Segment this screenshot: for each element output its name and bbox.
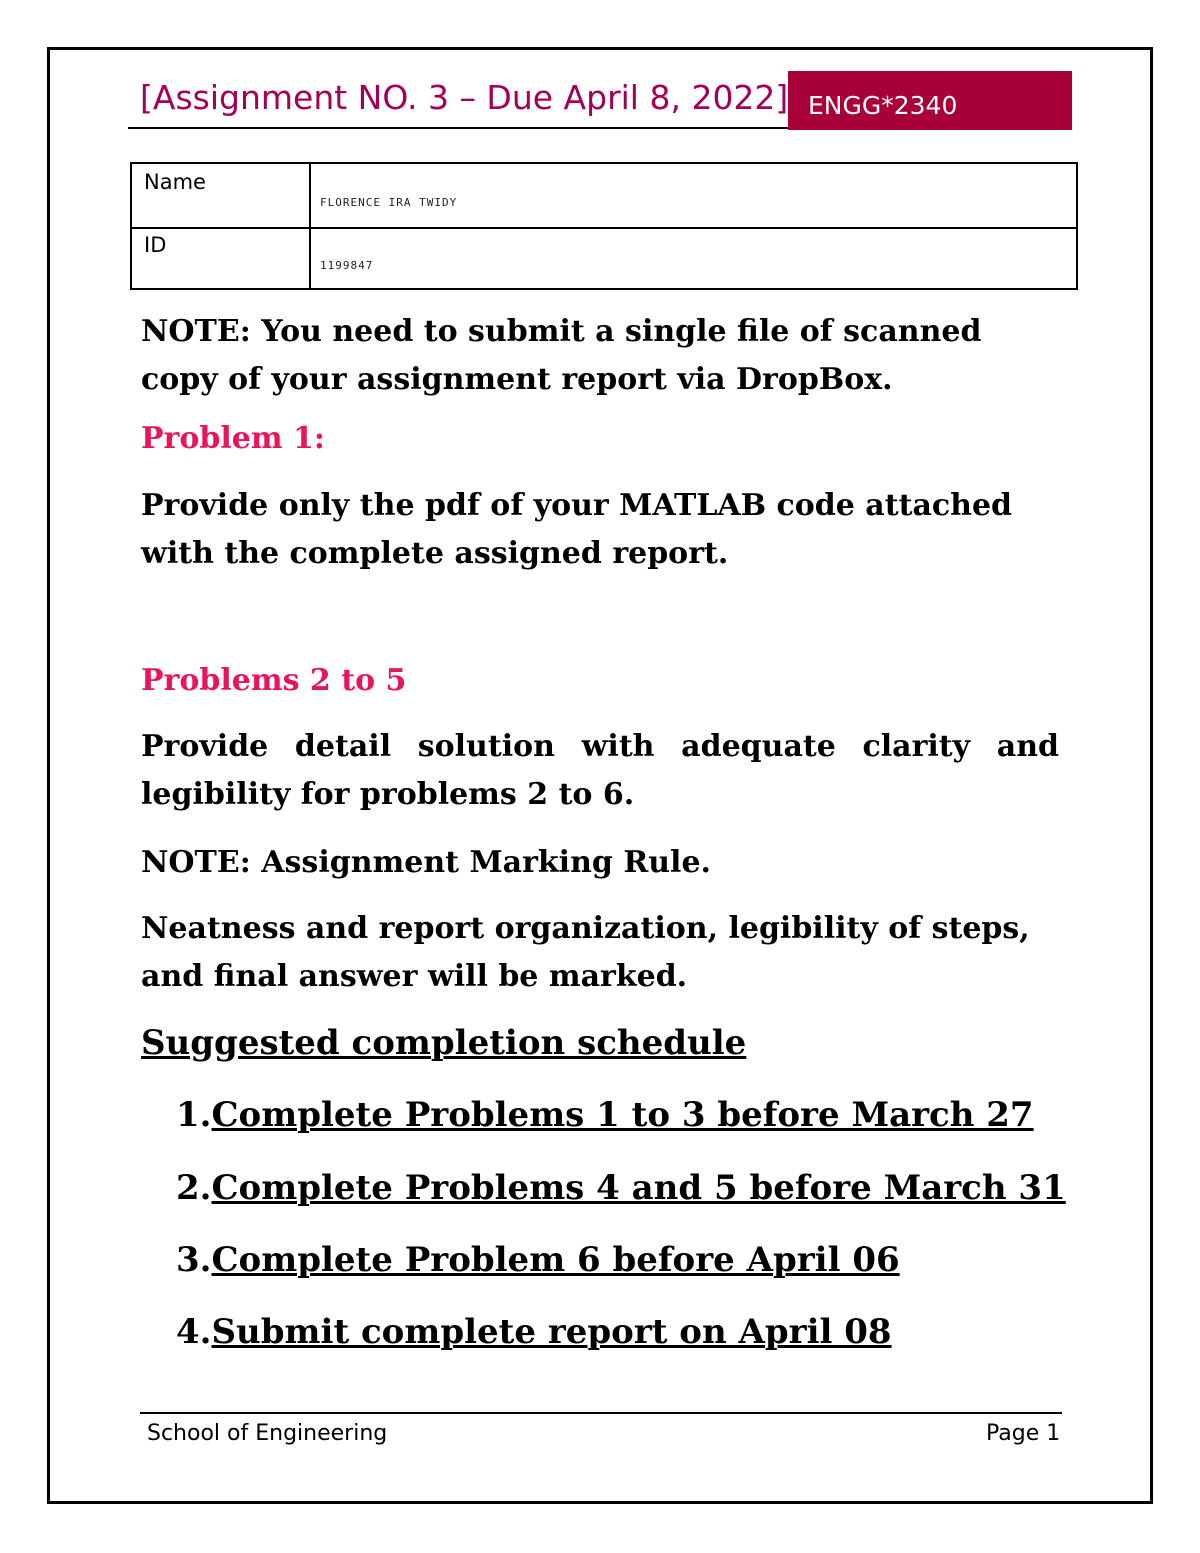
schedule-item: [176, 1168, 1066, 1208]
table-divider: [309, 164, 311, 227]
problem1-instructions: Provide only the pdf of your MATLAB code attached with the complete assigned report.: [141, 488, 1013, 571]
problems2to5-heading: Problems 2 to 5: [141, 663, 407, 698]
footer-school: School of Engineering: [147, 1421, 388, 1446]
student-info-table: [130, 162, 1078, 290]
schedule-item: [176, 1240, 900, 1280]
schedule-item-text: Complete Problem 6 before April 06: [211, 1240, 900, 1280]
id-value: 1199847: [320, 259, 374, 272]
schedule-item-text: Complete Problems 4 and 5 before March 31: [211, 1168, 1066, 1208]
schedule-heading: Suggested completion schedule: [141, 1023, 747, 1063]
schedule-item-text: Submit complete report on April 08: [211, 1312, 892, 1352]
header-rule: [128, 127, 788, 129]
schedule-item-text: Complete Problems 1 to 3 before March 27: [211, 1095, 1034, 1135]
problem1-heading: Problem 1:: [141, 421, 325, 456]
schedule-item-number: 2.: [176, 1168, 212, 1208]
marking-rule-note: NOTE: Assignment Marking Rule.: [141, 845, 711, 880]
submission-note: NOTE: You need to submit a single file of scanned copy of your assignment report via DropBox.: [141, 314, 982, 397]
schedule-item: [176, 1312, 892, 1352]
problems2to5-instructions: Provide detail solution with adequate clarity and legibility for problems 2 to 6.: [141, 729, 1059, 812]
id-label: ID: [144, 233, 167, 257]
marking-rule-text: Neatness and report organization, legibility of steps, and final answer will be marked.: [141, 911, 1030, 994]
assignment-title: [Assignment NO. 3 – Due April 8, 2022]: [140, 78, 789, 117]
footer-rule: [140, 1412, 1062, 1414]
schedule-item-number: 1.: [176, 1095, 212, 1135]
name-row: [132, 164, 1076, 229]
schedule-item-number: 3.: [176, 1240, 212, 1280]
table-divider: [309, 227, 311, 288]
id-row: [132, 227, 1076, 288]
name-label: Name: [144, 170, 206, 194]
name-value: FLORENCE IRA TWIDY: [320, 196, 458, 209]
footer-page-number: Page 1: [986, 1421, 1061, 1446]
course-code-badge: ENGG*2340: [788, 71, 1072, 130]
schedule-item: [176, 1095, 1034, 1135]
schedule-item-number: 4.: [176, 1312, 212, 1352]
